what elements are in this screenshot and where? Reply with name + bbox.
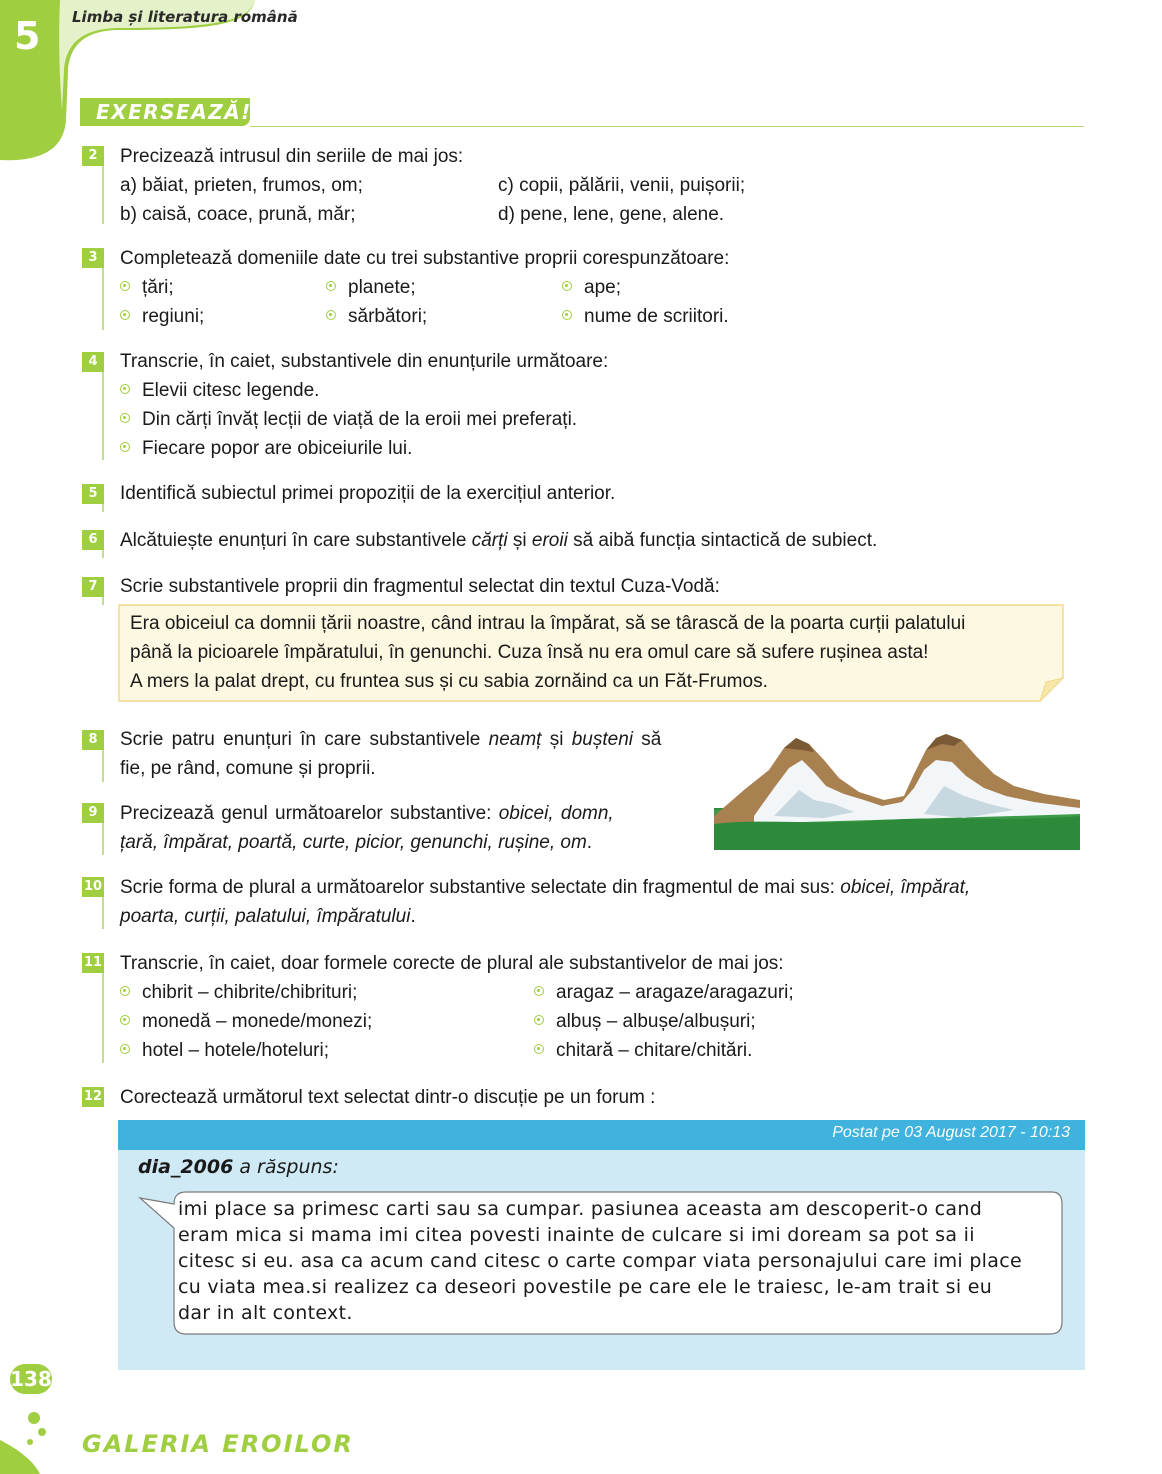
section-divider [250,126,1084,127]
bullet-icon [120,310,130,320]
exercise-bar [102,823,104,855]
list-item: planete; [326,273,416,302]
exercise-bar [102,750,104,782]
forum-text-line: eram mica si mama imi citea povesti inainte de culcare si imi doream sa pot sa ii [178,1224,975,1246]
exercise-text: fie, pe rând, comune și proprii. [120,758,376,779]
list-item: Fiecare popor are obiceiurile lui. [120,434,412,463]
bullet-icon [120,986,130,996]
exercise-number: 5 [82,484,104,504]
section-label: EXERSEAZĂ! [96,100,252,124]
bullet-icon [120,384,130,394]
exercise-bar [102,504,104,512]
list-item: țări; [120,273,174,302]
list-item: chitară – chitare/chitări. [534,1036,752,1065]
exercise-number: 3 [82,248,104,268]
list-item: aragaz – aragaze/aragazuri; [534,978,794,1007]
exercise-bar [102,166,104,224]
exercise-bar [102,550,104,558]
exercise-text: a) băiat, prieten, frumos, om; [120,175,363,196]
bullet-icon [534,986,544,996]
exercise-number: 6 [82,530,104,550]
footer-decoration [0,1380,60,1474]
exercise-bar [102,973,104,1063]
exercise-number: 11 [82,953,104,973]
list-item: ape; [562,273,621,302]
exercise-number: 8 [82,730,104,750]
exercise-text: Identifică subiectul primei propoziții de la exercițiul anterior. [120,483,616,504]
exercise-bar [102,372,104,460]
forum-post-date: Postat pe 03 August 2017 - 10:13 [832,1124,1070,1141]
footer-title: GALERIA EROILOR [82,1430,354,1458]
quote-line: până la picioarele împăratului, în genunchi. Cuza însă nu era omul care să sufere rușinea asta! [130,642,929,663]
exercise-bar [102,268,104,330]
mountain-illustration [714,730,1080,850]
exercise-text: c) copii, pălării, venii, puișorii; [498,175,746,196]
exercise-text: Scrie forma de plural a următoarelor substantive selectate din fragmentul de mai sus: obicei, împărat, [120,877,971,898]
exercise-number: 7 [82,577,104,597]
quote-line: A mers la palat drept, cu fruntea sus și cu sabia zornăind ca un Făt-Frumos. [130,671,768,692]
section-badge [80,98,250,126]
bullet-icon [534,1015,544,1025]
bullet-icon [534,1044,544,1054]
exercise-text: Transcrie, în caiet, doar formele corecte de plural ale substantivelor de mai jos: [120,953,784,974]
exercise-number: 10 [82,877,104,897]
list-item: Elevii citesc legende. [120,376,319,405]
book-title: Limba și literatura română [72,8,298,26]
bullet-icon [562,310,572,320]
forum-text-line: imi place sa primesc carti sau sa cumpar. pasiunea aceasta am descoperit-o cand [178,1198,983,1220]
forum-text-line: dar in alt context. [178,1302,353,1324]
bullet-icon [326,310,336,320]
forum-text-line: citesc si eu. asa ca acum cand citesc o carte compar viata personajului care imi place [178,1250,1022,1272]
page-number: 138 [10,1364,52,1394]
forum-text-line: cu viata mea.si realizez ca deseori povestile pe care ele le traiesc, le-am trait si eu [178,1276,993,1298]
list-item: Din cărți învăț lecții de viață de la eroii mei preferați. [120,405,577,434]
exercise-number: 2 [82,146,104,166]
exercise-text: Scrie patru enunțuri în care substantivele neamț și bușteni să [120,729,662,750]
exercise-text: poarta, curții, palatului, împăratului. [120,906,416,927]
list-item: sărbători; [326,302,427,331]
bullet-icon [120,281,130,291]
exercise-text: Transcrie, în caiet, substantivele din enunțurile următoare: [120,351,609,372]
exercise-text: b) caisă, coace, prună, măr; [120,204,356,225]
bullet-icon [120,413,130,423]
exercise-text: Completează domeniile date cu trei substantive proprii corespunzătoare: [120,248,730,269]
bullet-icon [562,281,572,291]
forum-user-handle: dia_2006 [138,1156,234,1178]
list-item: regiuni; [120,302,204,331]
bullet-icon [120,1044,130,1054]
exercise-number: 12 [82,1087,104,1107]
list-item: albuș – albușe/albușuri; [534,1007,756,1036]
exercise-text: Precizează intrusul din seriile de mai jos: [120,146,464,167]
exercise-bar [102,597,104,605]
exercise-text: țară, împărat, poartă, curte, picior, genunchi, rușine, om. [120,832,593,853]
forum-username: dia_2006 a răspuns: [138,1156,339,1178]
list-item: nume de scriitori. [562,302,729,331]
bullet-icon [120,1015,130,1025]
list-item: hotel – hotele/hoteluri; [120,1036,329,1065]
quote-line: Era obiceiul ca domnii țării noastre, când intrau la împărat, să se târască de la poarta curții palatului [130,613,966,634]
exercise-text: Corectează următorul text selectat dintr-o discuție pe un forum : [120,1087,656,1108]
exercise-text: Alcătuiește enunțuri în care substantivele cărți și eroii să aibă funcția sintactică de subiect. [120,530,878,551]
exercise-text: d) pene, lene, gene, alene. [498,204,725,225]
list-item: monedă – monede/monezi; [120,1007,372,1036]
bullet-icon [120,442,130,452]
exercise-bar [102,897,104,929]
exercise-number: 4 [82,352,104,372]
list-item: chibrit – chibrite/chibrituri; [120,978,357,1007]
exercise-text: Precizează genul următoarelor substantive: obicei, domn, [120,803,614,824]
exercise-text: Scrie substantivele proprii din fragmentul selectat din textul Cuza-Vodă: [120,576,720,597]
exercise-number: 9 [82,803,104,823]
chapter-number: 5 [14,14,41,58]
bullet-icon [326,281,336,291]
